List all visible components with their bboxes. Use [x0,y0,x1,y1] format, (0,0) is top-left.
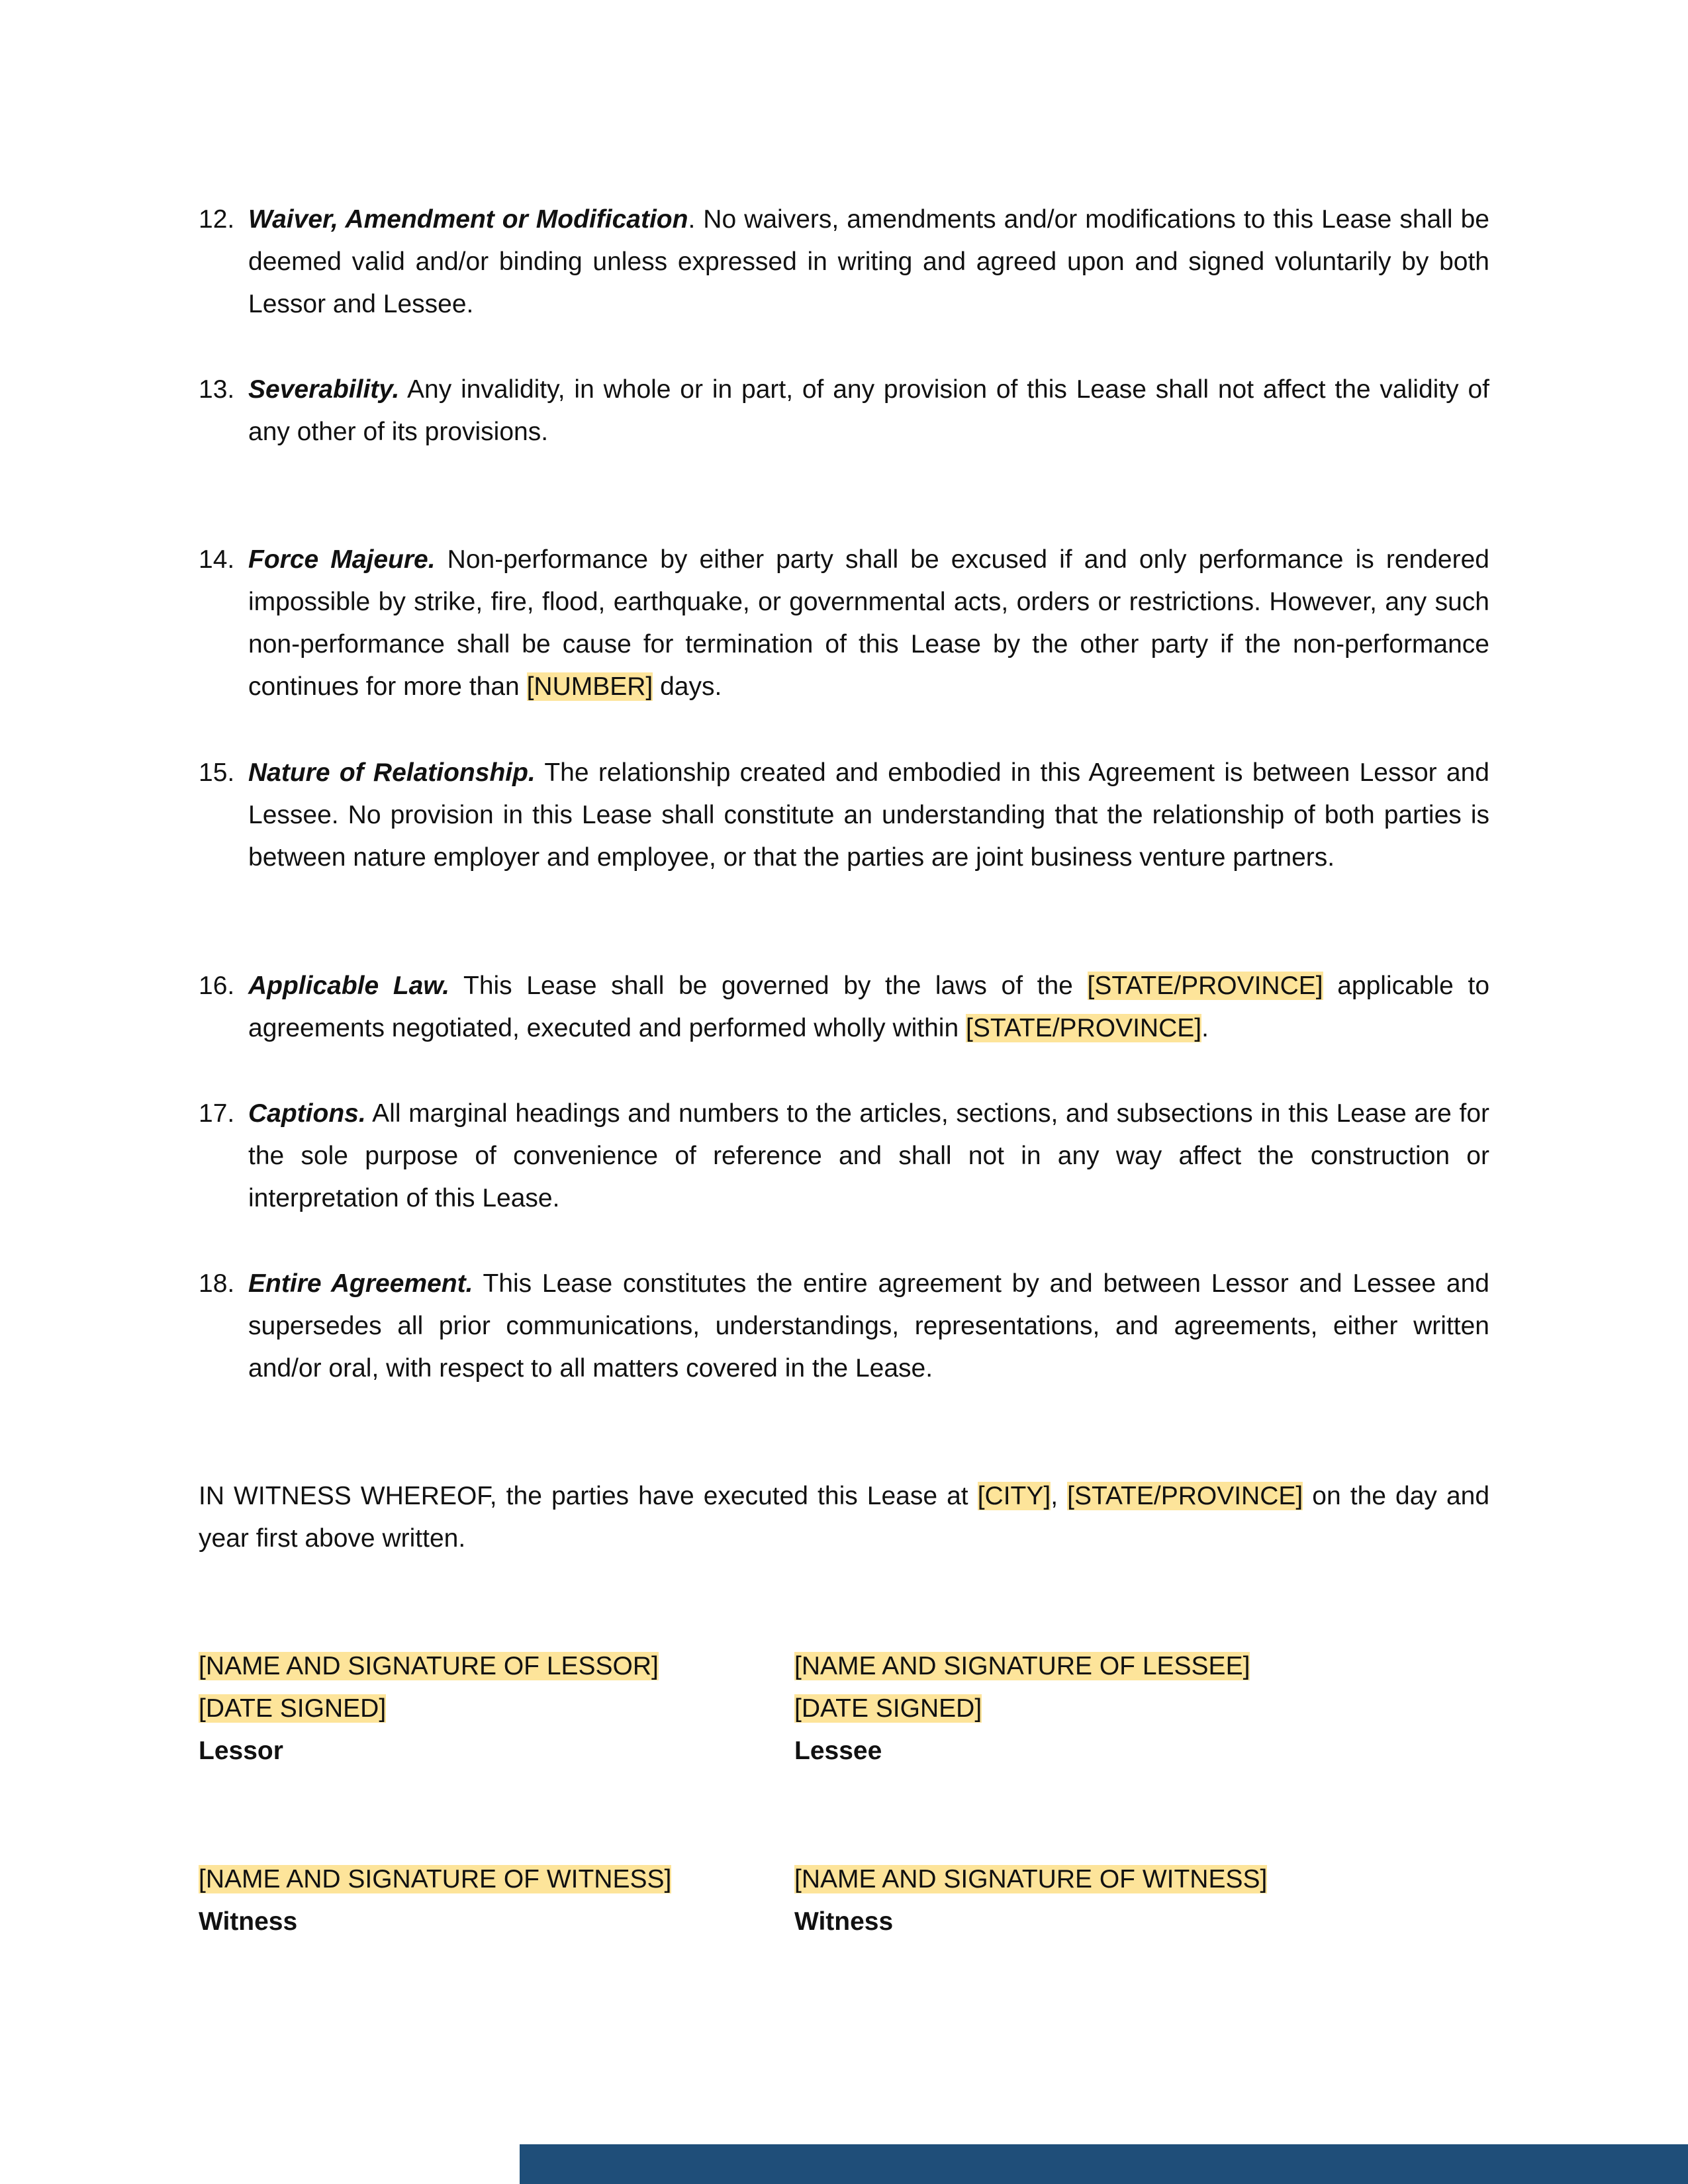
placeholder-state-province: [STATE/PROVINCE] [1087,972,1323,1000]
footer-bar [520,2144,1688,2184]
clause-number: 15. [199,758,235,787]
clause-body [248,539,1489,708]
clause-14 [199,539,1489,708]
clause-heading: Captions. [248,1099,366,1128]
placeholder-city: [CITY] [977,1482,1051,1510]
clause-text-middle: applicable to agreements negotiated, executed and performed wholly within [248,972,1490,1042]
clause-heading-punct: . [688,205,696,234]
clause-text-after: days. [653,672,722,701]
clause-16 [199,965,1489,1050]
witness-right-name-signature: [NAME AND SIGNATURE OF WITNESS] [794,1865,1268,1893]
witness-text: IN WITNESS WHEREOF, the parties have executed this Lease at [199,1482,978,1510]
clause-heading: Waiver, Amendment or Modification [248,205,688,234]
clause-text: This Lease shall be governed by the laws of the [449,972,1088,1000]
lessor-role-label: Lessor [199,1737,283,1765]
clause-text: All marginal headings and numbers to the articles, sections, and subsections in this Lease are for the sole purpose of convenience of reference and shall not in any way affect the construction or interpretation of this Lease. [248,1099,1489,1212]
clause-text: No waivers, amendments and/or modifications to this Lease shall be deemed valid and/or binding unless expressed in writing and agreed upon and signed voluntarily by both Lessor and Lessee. [248,205,1489,318]
lessee-name-signature: [NAME AND SIGNATURE OF LESSEE] [794,1652,1250,1680]
clause-heading: Nature of Relationship. [248,758,536,787]
clause-text-after: . [1201,1014,1209,1042]
clause-15 [199,752,1489,879]
clause-17 [199,1093,1489,1220]
witness-left-signature-block [199,1858,671,1943]
placeholder-number: [NUMBER] [526,672,653,701]
lessor-date-signed: [DATE SIGNED] [199,1694,387,1723]
witness-comma: , [1051,1482,1068,1510]
placeholder-state-province: [STATE/PROVINCE] [1067,1482,1303,1510]
clause-12 [199,199,1489,326]
lessor-signature-block [199,1645,659,1772]
clause-text: The relationship created and embodied in this Agreement is between Lessor and Lessee. No provision in this Lease shall constitute an understanding that the relationship of both parties is between nature employer and employee, or that the parties are joint business venture partners. [248,758,1489,872]
clause-number: 12. [199,205,235,234]
witness-right-signature-block [794,1858,1267,1943]
clause-number: 18. [199,1269,235,1298]
witness-right-role-label: Witness [794,1907,894,1936]
clause-heading: Applicable Law. [248,972,450,1000]
clause-body [248,1263,1489,1390]
clause-heading: Force Majeure. [248,545,436,574]
lessor-name-signature: [NAME AND SIGNATURE OF LESSOR] [199,1652,659,1680]
clause-13 [199,369,1489,453]
clause-body [248,752,1489,879]
clause-number: 17. [199,1099,235,1128]
clause-body [248,1093,1489,1220]
placeholder-state-province: [STATE/PROVINCE] [965,1014,1202,1042]
clause-body [248,369,1489,453]
witness-text-after: on the day and year first above written. [199,1482,1490,1553]
clause-heading: Entire Agreement. [248,1269,473,1298]
clause-body [248,199,1489,326]
clause-text: Any invalidity, in whole or in part, of any provision of this Lease shall not affect the validity of any other of its provisions. [248,375,1489,446]
lessee-signature-block [794,1645,1250,1772]
clause-text: Non-performance by either party shall be excused if and only performance is rendered impossible by strike, fire, flood, earthquake, or governmental acts, orders or restrictions. However, any such non-performance shall be cause for termination of this Lease by the other party if the non-performance continues for more than [248,545,1489,701]
clause-heading: Severability. [248,375,400,404]
clause-number: 14. [199,545,235,574]
witness-left-name-signature: [NAME AND SIGNATURE OF WITNESS] [199,1865,672,1893]
clause-text: This Lease constitutes the entire agreement by and between Lessor and Lessee and supersedes all prior communications, understandings, representations, and agreements, either written and/or oral, with respect to all matters covered in the Lease. [248,1269,1489,1383]
clause-body [248,965,1489,1050]
in-witness-paragraph [199,1475,1489,1560]
clause-number: 16. [199,972,235,1000]
clause-number: 13. [199,375,235,404]
lessee-date-signed: [DATE SIGNED] [794,1694,982,1723]
witness-left-role-label: Witness [199,1907,298,1936]
clause-18 [199,1263,1489,1390]
lessee-role-label: Lessee [794,1737,882,1765]
